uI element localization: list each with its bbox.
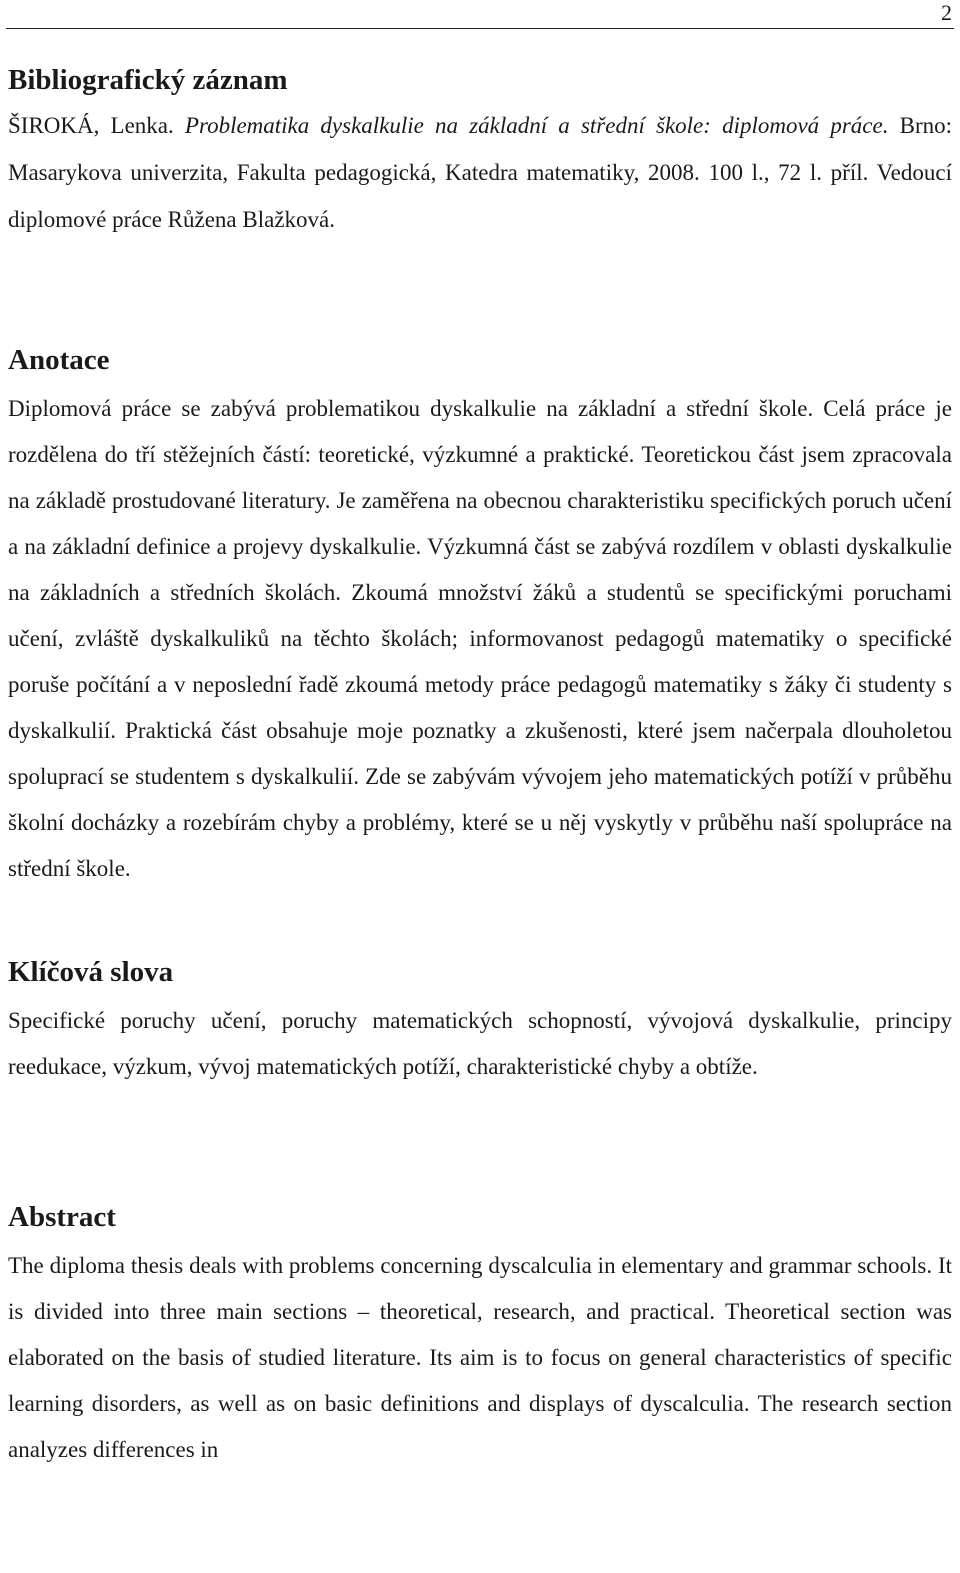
annotation-text: Diplomová práce se zabývá problematikou dyskalkulie na základní a střední škole. Celá práce je rozdělena do tří stěžejních částí: teoretické, výzkumné a praktické. Teoretickou část jsem zpracovala na základě prostudované literatury. Je zaměřena na obecnou charakteristiku specifických poruch učení a na základní definice a projevy dyskalkulie. Výzkumná část se zabývá rozdílem v oblasti dyskalkulie na základních a středních školách. Zkoumá množství žáků a studentů se specifickými poruchami učení, zvláště dyskalkuliků na těchto školách; informovanost pedagogů matematiky o specifické poruše počítání a v neposlední řadě zkoumá metody práce pedagogů matematiky s žáky či studenty s dyskalkulií. Praktická část obsahuje moje poznatky a zkušenosti, které jsem načerpala dlouholetou spoluprací se studentem s dyskalkulií. Zde se zabývám vývojem jeho matematických potíží v průběhu školní docházky a rozebírám chyby a problémy, které se u něj vyskytly v průběhu naší spolupráce na střední škole. <box>8 396 952 881</box>
bibliography-heading: Bibliografický záznam <box>8 64 288 96</box>
annotation-heading: Anotace <box>8 344 110 376</box>
bibliography-record <box>8 102 952 243</box>
keywords-text: Specifické poruchy učení, poruchy matematických schopností, vývojová dyskalkulie, principy reedukace, výzkum, vývoj matematických potíží, charakteristické chyby a obtíže. <box>8 1008 952 1079</box>
bibliography-author: ŠIROKÁ, Lenka. <box>8 113 174 138</box>
page-number: 2 <box>941 0 952 25</box>
bibliography-publication: Brno: Masarykova univerzita, Fakulta pedagogická, Katedra matematiky, 2008. 100 l., 72 l. příl. Vedoucí diplomové práce Růžena Blažková. <box>8 113 953 232</box>
header-rule <box>6 28 954 29</box>
abstract-text: The diploma thesis deals with problems concerning dyscalculia in elementary and grammar schools. It is divided into three main sections – theoretical, research, and practical. Theoretical section was elaborated on the basis of studied literature. Its aim is to focus on general characteristics of specific learning disorders, as well as on basic definitions and displays of dyscalculia. The research section analyzes differences in <box>8 1253 952 1462</box>
keywords-heading: Klíčová slova <box>8 956 174 988</box>
document-body <box>8 58 952 1473</box>
abstract-heading: Abstract <box>8 1201 116 1233</box>
bibliography-title: Problematika dyskalkulie na základní a střední škole: diplomová práce. <box>184 113 889 138</box>
